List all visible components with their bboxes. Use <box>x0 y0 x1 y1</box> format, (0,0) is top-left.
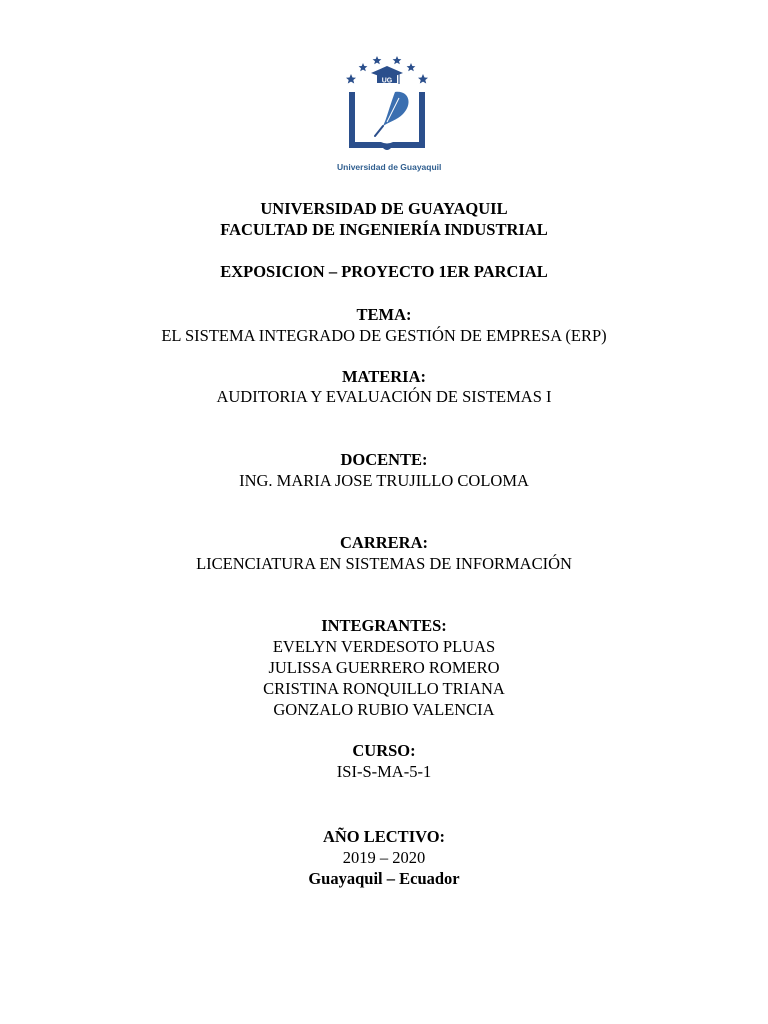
lectivo-years: 2019 – 2020 <box>342 848 426 867</box>
member-1: EVELYN VERDESOTO PLUAS <box>272 637 496 656</box>
docente-label: DOCENTE: <box>340 450 428 469</box>
member-4: GONZALO RUBIO VALENCIA <box>273 700 495 719</box>
integrantes-label: INTEGRANTES: <box>321 616 447 635</box>
carrera-value: LICENCIATURA EN SISTEMAS DE INFORMACIÓN <box>196 554 572 573</box>
lectivo-label: AÑO LECTIVO: <box>322 827 446 846</box>
member-3: CRISTINA RONQUILLO TRIANA <box>263 679 505 698</box>
member-2: JULISSA GUERRERO ROMERO <box>268 658 500 677</box>
university-name: UNIVERSIDAD DE GUAYAQUIL <box>260 199 508 218</box>
svg-text:UG: UG <box>381 77 393 85</box>
project-title: EXPOSICION – PROYECTO 1ER PARCIAL <box>220 262 548 281</box>
university-logo <box>337 52 442 184</box>
tema-value: EL SISTEMA INTEGRADO DE GESTIÓN DE EMPRESA (ERP) <box>161 326 607 345</box>
curso-value: ISI-S-MA-5-1 <box>336 762 432 781</box>
location: Guayaquil – Ecuador <box>308 869 460 888</box>
docente-value: ING. MARIA JOSE TRUJILLO COLOMA <box>239 471 529 490</box>
tema-label: TEMA: <box>356 305 412 324</box>
carrera-label: CARRERA: <box>340 533 428 552</box>
materia-value: AUDITORIA Y EVALUACIÓN DE SISTEMAS I <box>216 387 552 406</box>
faculty-name: FACULTAD DE INGENIERÍA INDUSTRIAL <box>220 220 548 239</box>
materia-label: MATERIA: <box>341 367 427 386</box>
curso-label: CURSO: <box>352 741 416 760</box>
university-emblem-icon <box>337 52 437 160</box>
logo-caption: Universidad de Guayaquil <box>337 162 442 172</box>
